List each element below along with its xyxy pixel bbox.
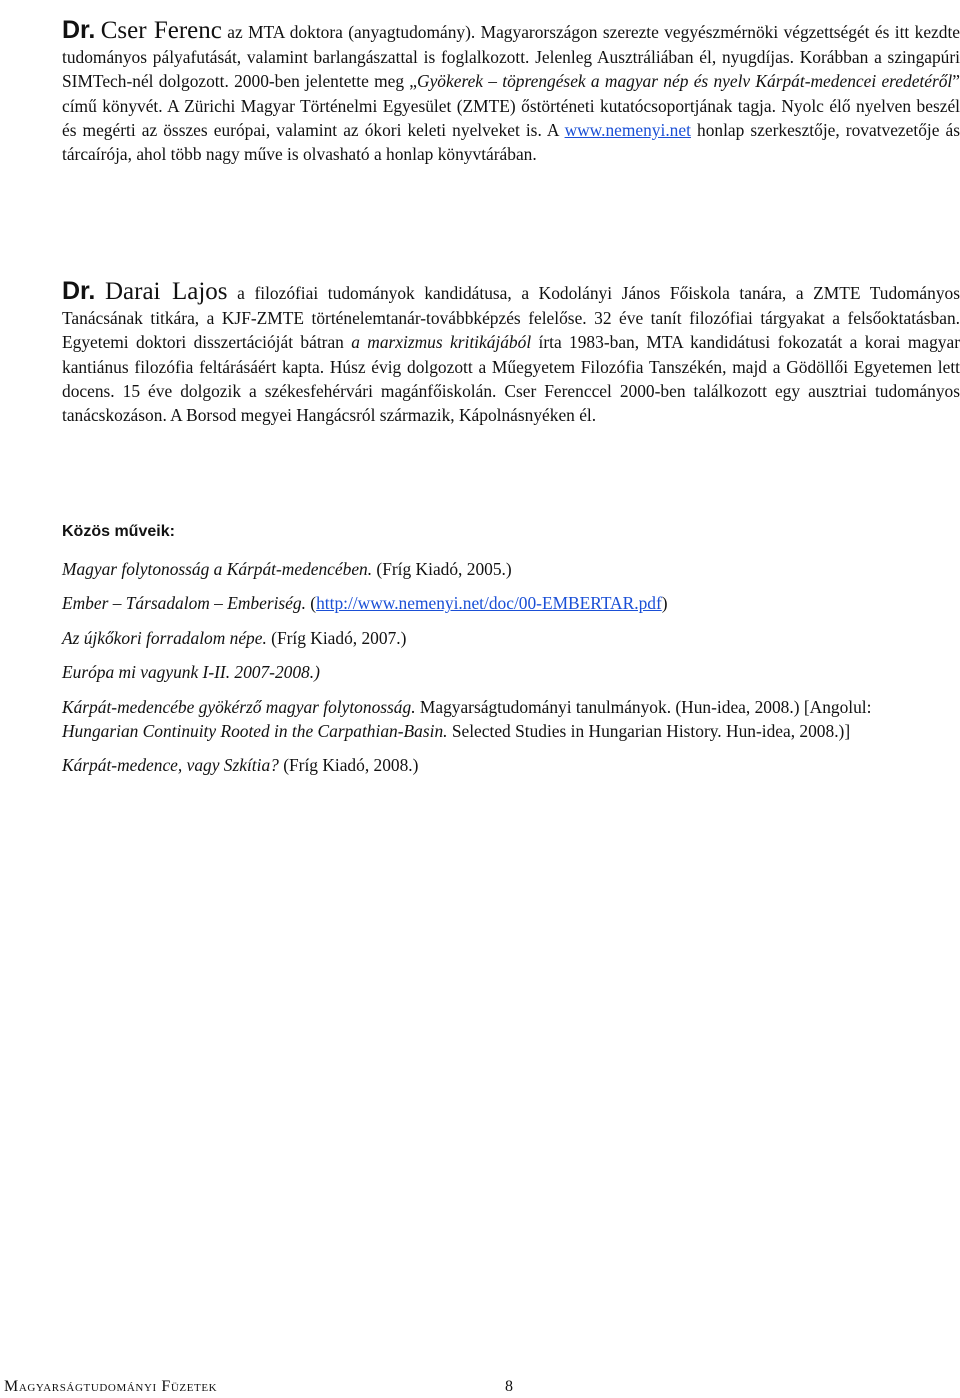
author-name: Cser Ferenc (100, 17, 222, 45)
website-link[interactable]: www.nemenyi.net (564, 120, 691, 141)
book-title: Gyökerek – töprengések a magyar nép és nyelv Kárpát-medencei eredetéről (417, 71, 953, 92)
bio-text: honlap szerkesztője, rovatvezetője ás tárcaírója, ahol több nagy műve is olvasható a honlap könyvtárában. (62, 120, 960, 165)
work-publisher: (Fríg Kiadó, 2007.) (266, 627, 407, 648)
work-item (62, 660, 960, 684)
work-title: Kárpát-medencébe gyökérző magyar folytonosság. (62, 696, 416, 717)
bio-cser-ferenc (62, 18, 960, 166)
title-dr: Dr. (62, 277, 96, 306)
bio-text: a filozófiai tudományok kandidátusa, a Kodolányi János Főiskola tanára, a ZMTE Tudományos Tanácsának titkára, a KJF-ZMTE történelemtanár-továbbképzés felelőse. 32 éve tanít filozófiai tárgyakat a felsőoktatásban. Egyetemi doktori disszertációját bátran (62, 283, 960, 353)
work-title: Az újkőkori forradalom népe. (62, 627, 267, 648)
work-publisher-english: Selected Studies in Hungarian History. Hun-idea, 2008.)] (447, 721, 851, 742)
dissertation-title: a marxizmus kritikájából (351, 332, 532, 353)
works-heading: Közös műveik: (62, 523, 175, 540)
work-item (62, 591, 960, 615)
work-publisher: (Fríg Kiadó, 2008.) (278, 755, 419, 776)
bio-text: ” című könyvét. A Zürichi Magyar Történelmi Egyesület (ZMTE) őstörténeti kutatócsoportjának tagja. Nyolc élő nyelven beszél és megérti az összes európai, valamint az ókori keleti nyelveket is. A (62, 71, 960, 141)
title-dr: Dr. (62, 16, 96, 45)
bio-text: írta 1983-ban, MTA kandidátusi fokozatát a korai magyar kantiánus filozófia feltárásáért kapta. Húsz évig dolgozott a Műegyetem Filozófia Tanszékén, majd a Gödöllői Egyetemen lett docens. 15 éve dolgozik a székesfehérvári magánfőiskolán. Cser Ferenccel 2000-ben találkozott egy ausztriai tudományos tanácskozáson. A Borsod megyei Hangácsról származik, Kápolnásnyéken él. (62, 332, 960, 426)
work-paren-close: ) (661, 593, 668, 614)
work-publisher: Magyarságtudományi tanulmányok. (Hun-idea, 2008.) [Angolul: (415, 696, 872, 717)
work-item (62, 753, 960, 777)
work-title: Kárpát-medence, vagy Szkítia? (62, 755, 279, 776)
works-list (62, 557, 960, 788)
work-item (62, 626, 960, 650)
work-title: Magyar folytonosság a Kárpát-medencében. (62, 559, 373, 579)
work-title: Európa mi vagyunk I-II. 2007-2008.) (62, 662, 320, 683)
author-name: Darai Lajos (104, 278, 228, 306)
pdf-link[interactable]: http://www.nemenyi.net/doc/00-EMBERTAR.pdf (316, 593, 662, 614)
page-number: 8 (505, 1378, 513, 1395)
bio-text: az MTA doktora (anyagtudomány). Magyarországon szerezte vegyészmérnöki végzettségét és itt kezdte tudományos pályafutását, valamint barlangászattal is foglalkozott. Jelenleg Ausztráliában él, nyugdíjas. Korábban a szingapúri SIMTech-nél dolgozott. 2000-ben jelentette meg „ (62, 22, 960, 92)
bio-darai-lajos (62, 279, 960, 427)
work-item (62, 695, 960, 744)
footer-series-title: Magyarságtudományi Füzetek (4, 1378, 218, 1395)
work-paren-open: ( (305, 593, 317, 614)
work-publisher: (Fríg Kiadó, 2005.) (372, 559, 512, 579)
work-item (62, 557, 960, 581)
work-title: Ember – Társadalom – Emberiség. (62, 593, 306, 614)
work-title-english: Hungarian Continuity Rooted in the Carpathian-Basin. (62, 721, 448, 742)
